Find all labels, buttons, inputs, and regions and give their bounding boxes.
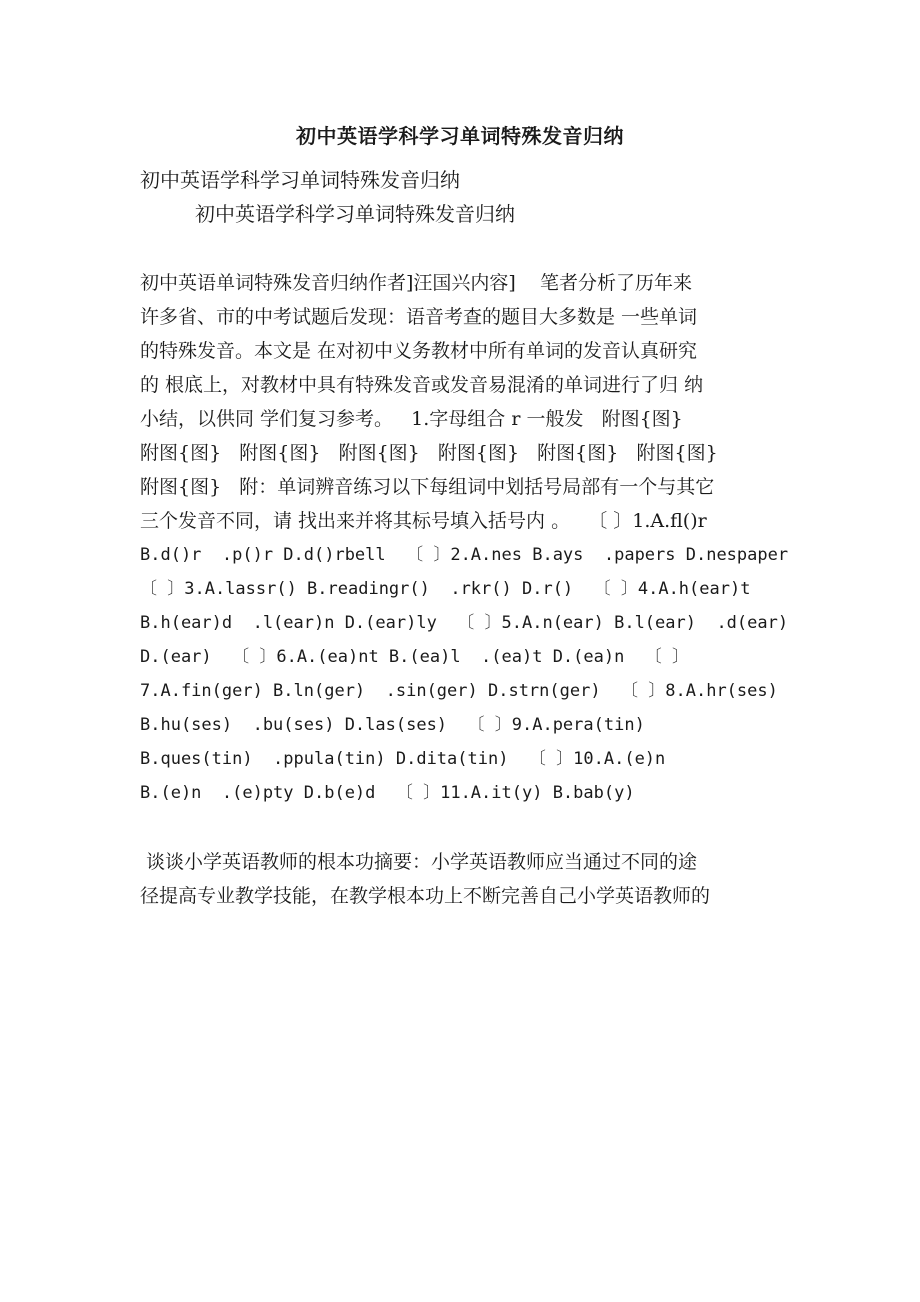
body-line: 三个发音不同，请 找出来并将其标号填入括号内 。 〔 〕1.A.fl()r [140,510,707,532]
body-line: 的特殊发音。本文是 在对初中义务教材中所有单词的发音认真研究 [140,340,698,362]
exercise-line: 7.A.fin(ger) B.ln(ger) .sin(ger) D.strn(ger) 〔 〕8.A.hr(ses) [140,681,778,701]
exercise-line: B.h(ear)d .l(ear)n D.(ear)ly 〔 〕5.A.n(ear) B.l(ear) .d(ear) [140,613,789,633]
closing-paragraph [140,845,840,913]
body-line: 附图{图} 附图{图} 附图{图} 附图{图} 附图{图} 附图{图} [140,442,718,464]
exercise-line: B.d()r .p()r D.d()rbell 〔 〕2.A.nes B.ays .papers D.nespaper [140,545,789,565]
document-title: 初中英语学科学习单词特殊发音归纳 [296,124,624,148]
exercise-line: B.ques(tin) .ppula(tin) D.dita(tin) 〔 〕10.A.(e)n [140,749,666,769]
closing-line: 谈谈小学英语教师的根本功摘要：小学英语教师应当通过不同的途 [140,851,698,873]
body-line: 许多省、市的中考试题后发现：语音考查的题目大多数是 一些单词 [140,306,698,328]
body-line: 初中英语单词特殊发音归纳作者]汪国兴内容] 笔者分析了历年来 [140,272,692,294]
document-subtitle-1: 初中英语学科学习单词特殊发音归纳 [140,168,460,192]
exercise-line: B.hu(ses) .bu(ses) D.las(ses) 〔 〕9.A.pera(tin) [140,715,645,735]
body-line: 小结，以供同 学们复习参考。 1.字母组合 r 一般发 附图{图} [140,408,683,430]
exercise-line: D.(ear) 〔 〕6.A.(ea)nt B.(ea)l .(ea)t D.(ea)n 〔 〕 [140,647,690,667]
closing-line: 径提高专业教学技能，在教学根本功上不断完善自己小学英语教师的 [140,885,711,907]
body-line: 附图{图} 附：单词辨音练习以下每组词中划括号局部有一个与其它 [140,476,715,498]
body-paragraph [140,266,840,810]
exercise-line: B.(e)n .(e)pty D.b(e)d 〔 〕11.A.it(y) B.bab(y) [140,783,635,803]
document-subtitle-2: 初中英语学科学习单词特殊发音归纳 [195,202,515,226]
body-line: 的 根底上，对教材中具有特殊发音或发音易混淆的单词进行了归 纳 [140,374,704,396]
exercise-line: 〔 〕3.A.lassr() B.readingr() .rkr() D.r() 〔 〕4.A.h(ear)t [140,579,751,599]
